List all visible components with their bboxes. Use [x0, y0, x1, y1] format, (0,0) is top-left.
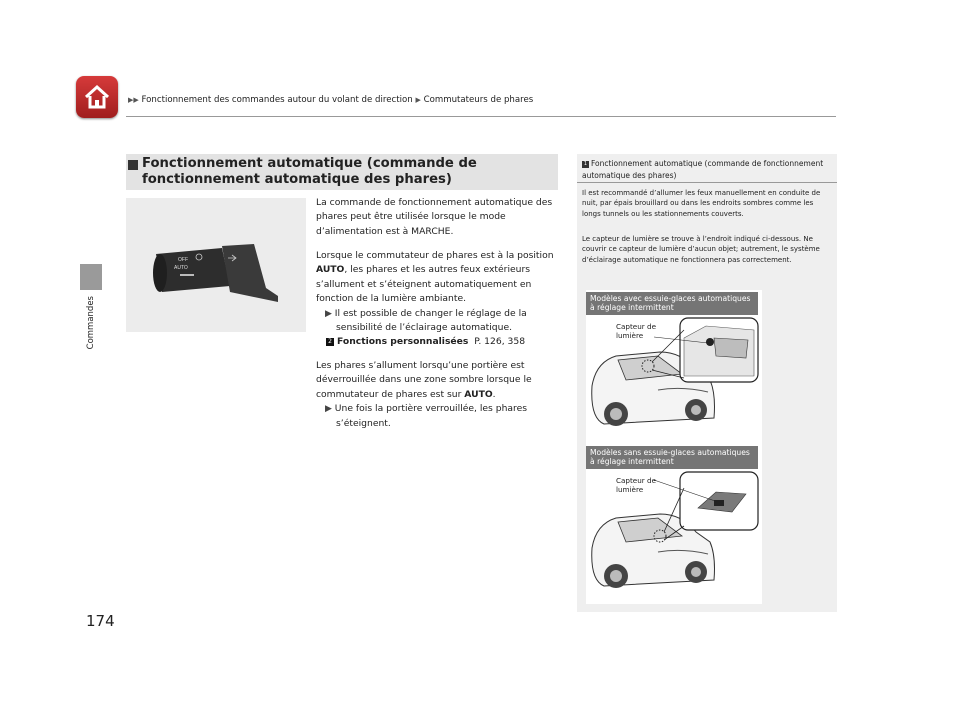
- figure-tag-without-auto-wipers: Modèles sans essuie-glaces automatiques à réglage intermittent: [586, 446, 758, 469]
- section-title: Fonctionnement automatique (commande de fonctionnement automatique des phares): [142, 156, 477, 187]
- lock-note: Une fois la portière verrouillée, les phares s’éteignent.: [334, 403, 528, 429]
- figure-tag-with-auto-wipers: Modèles avec essuie-glaces automatiques à réglage intermittent: [586, 292, 758, 315]
- light-sensor-callout: Capteur de lumière: [616, 476, 657, 494]
- custom-features-link[interactable]: Fonctions personnalisées: [337, 336, 469, 348]
- paragraph-intro: La commande de fonctionnement automatique des phares peut être utilisée lorsque le mode d’alimentation est à MARCHE.: [316, 197, 553, 237]
- note-marker-icon: 1: [583, 160, 588, 167]
- side-note-text-sensor: Le capteur de lumière se trouve à l’endroit indiqué ci-dessous. Ne couvrir ce capteur de lumière d’aucun objet; autrement, le système d’éclairage automatique ne fonctionnera pas correctement.: [582, 235, 820, 264]
- breadcrumb-arrow-icon: ▶▶: [128, 96, 139, 104]
- breadcrumb-arrow-icon: ▶: [415, 96, 421, 104]
- chapter-label: Commandes: [86, 296, 96, 350]
- side-note-divider: [577, 182, 837, 183]
- paragraph-door-unlock: Les phares s’allument lorsqu’une portière est déverrouillée dans une zone sombre lorsque le commutateur de phares est sur AUTO. ▶ Une fois la portière verrouillée, les phares s’éteignent.: [316, 360, 532, 429]
- reference-page: P. 126, 358: [474, 336, 526, 348]
- breadcrumb-item-headlights[interactable]: Commutateurs de phares: [423, 95, 534, 105]
- paragraph-auto-position: Lorsque le commutateur de phares est à la position AUTO, les phares et les autres feux extérieurs s’allument et s’éteignent automatiquement en fonction de la lumière ambiante. ▶ Il est possible de changer le réglage de la sensibilité de l’éclairage automatique. 2 Fonctions personnalisées P. 126, 358: [316, 250, 554, 348]
- auto-keyword: AUTO: [464, 388, 493, 400]
- home-icon: [76, 76, 118, 118]
- figure-without-auto-wipers: [586, 448, 762, 604]
- breadcrumb: [128, 95, 533, 105]
- auto-keyword: AUTO: [316, 264, 345, 276]
- side-note-text-manual: Il est recommandé d’allumer les feux manuellement en conduite de nuit, par épais brouillard ou dans les endroits sombres comme les longs tunnels ou les stationnements couverts.: [582, 189, 821, 218]
- reference-icon: 2: [326, 338, 334, 346]
- sub-bullet-icon: ▶: [325, 404, 335, 415]
- home-button[interactable]: [76, 76, 118, 118]
- header-divider: [126, 116, 836, 117]
- light-sensor-callout: Capteur de lumière: [616, 322, 657, 340]
- headlight-stalk-photo: [126, 198, 306, 332]
- stalk-label-auto: AUTO: [174, 265, 188, 271]
- sub-bullet-icon: ▶: [325, 308, 335, 319]
- chapter-tab[interactable]: [80, 264, 102, 290]
- breadcrumb-item-controls[interactable]: Fonctionnement des commandes autour du volant de direction: [141, 95, 413, 105]
- section-marker-icon: [128, 160, 138, 170]
- sensitivity-note: Il est possible de changer le réglage de la sensibilité de l’éclairage automatique.: [334, 307, 527, 334]
- page-number: 174: [86, 612, 115, 630]
- stalk-label-off: OFF: [178, 257, 188, 263]
- side-note-title: 1 Fonctionnement automatique (commande de fonctionnement automatique des phares): [582, 159, 824, 180]
